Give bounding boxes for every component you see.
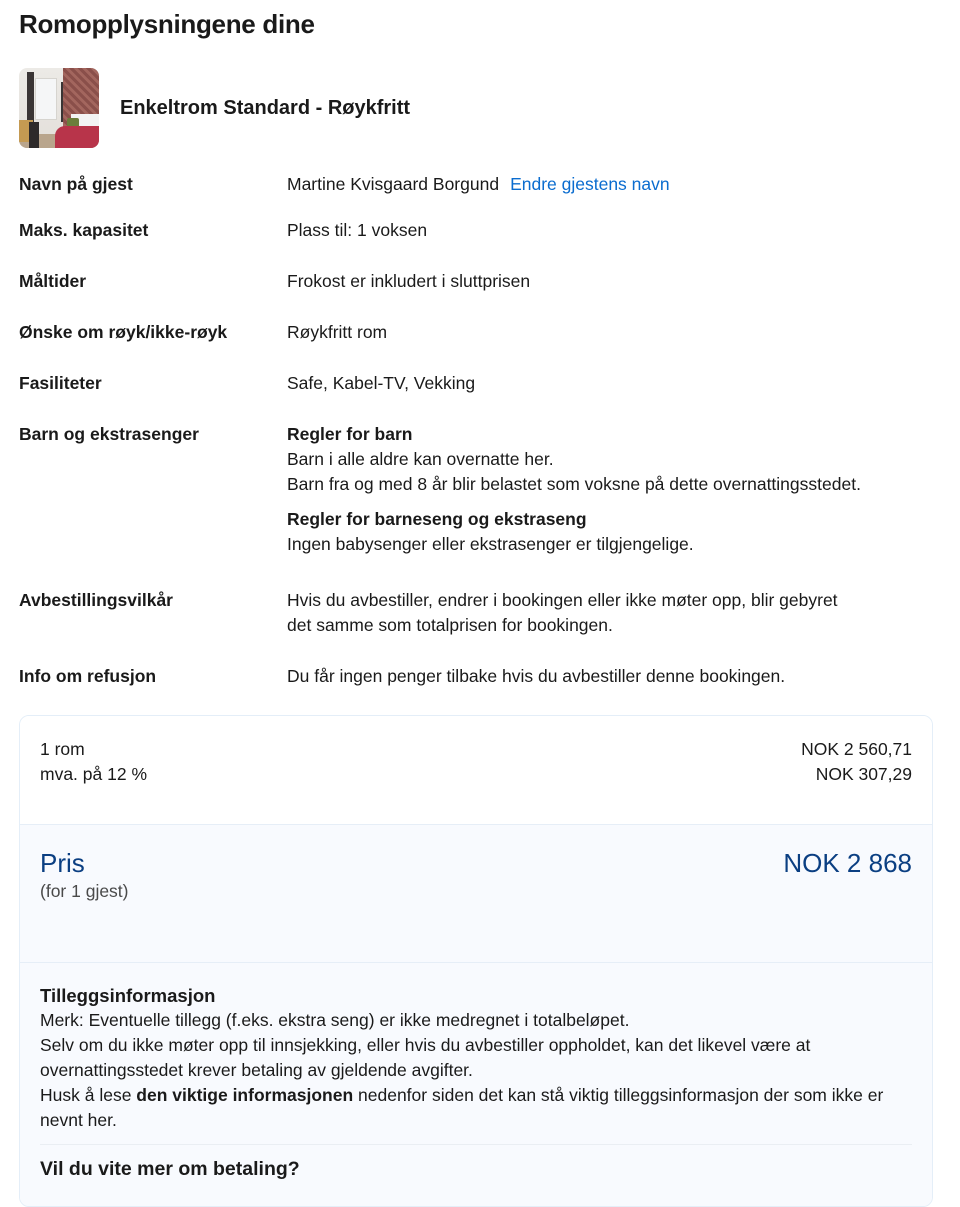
children-rules-line: Barn i alle aldre kan overnatte her. <box>287 449 554 469</box>
detail-value <box>287 588 919 638</box>
detail-children <box>19 422 919 557</box>
important-info-emphasis: den viktige informasjonen <box>136 1085 354 1105</box>
text-fragment: Husk å lese <box>40 1085 137 1105</box>
price-total-section <box>20 825 932 963</box>
detail-label: Ønske om røyk/ikke-røyk <box>19 322 228 342</box>
children-rules-line: Barn fra og med 8 år blir belastet som voksne på dette overnattingsstedet. <box>287 474 861 494</box>
detail-label: Info om refusjon <box>19 666 157 686</box>
additional-info-text: Merk: Eventuelle tillegg (f.eks. ekstra seng) er ikke medregnet i totalbeløpet. <box>40 1010 630 1030</box>
additional-info-text: Selv om du ikke møter opp til innsjekking, eller hvis du avbestiller oppholdet, kan det likevel være at overnattingsstedet krever betaling av gjeldende avgifter. <box>40 1035 811 1080</box>
price-line <box>40 762 912 787</box>
room-header <box>19 68 410 148</box>
payment-info-title: Vil du vite mer om betaling? <box>40 1158 300 1180</box>
price-line-amount: NOK 2 560,71 <box>801 739 912 759</box>
guest-name-value: Martine Kvisgaard Borgund <box>287 174 500 194</box>
detail-label: Barn og ekstrasenger <box>19 424 199 444</box>
additional-info-section <box>20 963 932 1207</box>
detail-value <box>287 172 919 197</box>
price-summary-card <box>19 715 933 1207</box>
cancellation-line: Hvis du avbestiller, endrer i bookingen eller ikke møter opp, blir gebyret <box>287 590 838 610</box>
detail-value: Røykfritt rom <box>287 322 388 342</box>
divider <box>40 1144 912 1145</box>
detail-value: Safe, Kabel-TV, Vekking <box>287 373 476 393</box>
additional-info <box>40 983 912 1182</box>
beds-rules-line: Ingen babysenger eller ekstrasenger er tilgjengelige. <box>287 534 694 554</box>
page-title: Romopplysningene dine <box>19 9 315 39</box>
detail-meals <box>19 269 919 294</box>
detail-smoking <box>19 320 919 345</box>
detail-value <box>287 422 919 557</box>
price-line-label: 1 rom <box>40 739 85 759</box>
detail-cancellation <box>19 588 919 638</box>
thumb-window <box>35 78 57 120</box>
detail-label: Navn på gjest <box>19 174 133 194</box>
total-price-guests: (for 1 gjest) <box>40 881 129 901</box>
price-line-amount: NOK 307,29 <box>815 764 912 784</box>
detail-label: Avbestillingsvilkår <box>19 590 173 610</box>
price-line <box>40 737 912 762</box>
detail-guest-name <box>19 172 919 197</box>
detail-label: Måltider <box>19 271 87 291</box>
change-guest-name-link[interactable]: Endre gjestens navn <box>510 174 670 194</box>
additional-info-text <box>40 1083 912 1133</box>
detail-capacity <box>19 218 919 243</box>
detail-label: Maks. kapasitet <box>19 220 149 240</box>
thumb-bed <box>55 126 99 148</box>
children-rules-title: Regler for barn <box>287 424 413 444</box>
total-price-label: Pris <box>40 848 85 878</box>
thumb-curtain <box>27 72 34 122</box>
detail-refund <box>19 664 919 689</box>
price-breakdown <box>20 716 932 825</box>
detail-label: Fasiliteter <box>19 373 102 393</box>
text-fragment: nedenfor siden det kan stå viktig tilleggsinformasjon der som ikke er nevnt her. <box>40 1085 884 1130</box>
room-thumbnail[interactable] <box>19 68 99 148</box>
detail-value: Du får ingen penger tilbake hvis du avbestiller denne bookingen. <box>287 666 786 686</box>
room-name: Enkeltrom Standard - Røykfritt <box>120 96 411 119</box>
price-line-label: mva. på 12 % <box>40 764 147 784</box>
additional-info-title: Tilleggsinformasjon <box>40 985 216 1006</box>
beds-rules-title: Regler for barneseng og ekstraseng <box>287 509 587 529</box>
detail-value: Frokost er inkludert i sluttprisen <box>287 271 531 291</box>
detail-value: Plass til: 1 voksen <box>287 220 428 240</box>
room-details <box>19 172 919 689</box>
cancellation-line: det samme som totalprisen for bookingen. <box>287 615 613 635</box>
thumb-desk-chair <box>29 122 39 148</box>
total-price-amount: NOK 2 868 <box>783 848 912 878</box>
detail-facilities <box>19 371 919 396</box>
